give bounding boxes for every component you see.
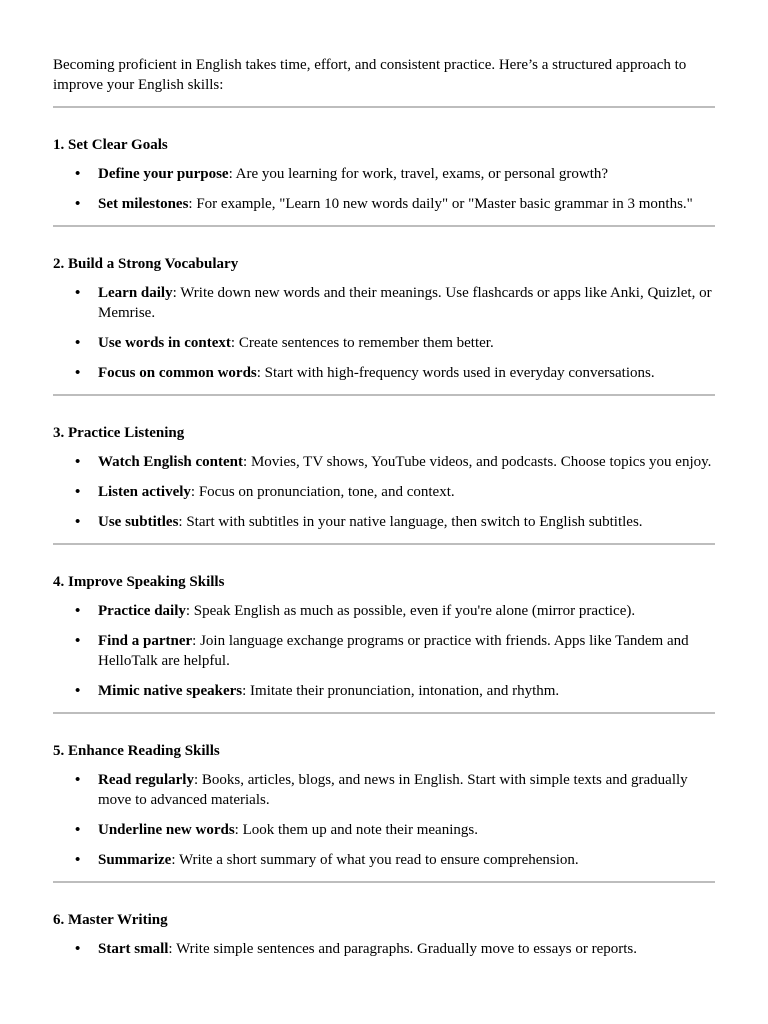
- item-text: : Movies, TV shows, YouTube videos, and podcasts. Choose topics you enjoy.: [243, 454, 712, 470]
- section-title: 4. Improve Speaking Skills: [53, 574, 225, 590]
- list-item: [53, 631, 715, 671]
- bullet-icon: •: [75, 852, 81, 868]
- bullet-list: [53, 939, 715, 959]
- list-item: [53, 164, 715, 184]
- bullet-icon: •: [75, 941, 81, 957]
- section: [53, 545, 715, 701]
- section: [53, 396, 715, 532]
- bullet-icon: •: [75, 514, 81, 530]
- item-term: Define your purpose: [98, 166, 229, 182]
- item-term: Listen actively: [98, 484, 191, 500]
- item-term: Use subtitles: [98, 514, 179, 530]
- item-term: Watch English content: [98, 454, 244, 470]
- item-text: : Speak English as much as possible, even if you're alone (mirror practice).: [185, 603, 636, 619]
- bullet-icon: •: [75, 166, 81, 182]
- bullet-icon: •: [75, 633, 81, 649]
- bullet-icon: •: [75, 822, 81, 838]
- bullet-icon: •: [75, 196, 81, 212]
- section-title: 2. Build a Strong Vocabulary: [53, 256, 239, 272]
- list-item: [53, 482, 715, 502]
- section-title: 6. Master Writing: [53, 912, 168, 928]
- item-term: Read regularly: [98, 772, 194, 788]
- bullet-list: [53, 770, 715, 870]
- section: [53, 883, 715, 959]
- section-title: 5. Enhance Reading Skills: [53, 743, 220, 759]
- item-term: Underline new words: [98, 822, 235, 838]
- list-item: [53, 770, 715, 810]
- bullet-icon: •: [75, 772, 81, 788]
- bullet-icon: •: [75, 365, 81, 381]
- item-term: Focus on common words: [98, 365, 257, 381]
- bullet-icon: •: [75, 603, 81, 619]
- item-term: Practice daily: [98, 603, 186, 619]
- bullet-list: [53, 601, 715, 701]
- list-item: [53, 601, 715, 621]
- bullet-list: [53, 283, 715, 383]
- item-text: : For example, "Learn 10 new words daily" or "Master basic grammar in 3 months.": [188, 196, 693, 212]
- item-term: Mimic native speakers: [98, 683, 243, 699]
- section-title: 1. Set Clear Goals: [53, 137, 168, 153]
- item-text: : Join language exchange programs or practice with friends. Apps like Tandem and HelloTalk are helpful.: [98, 633, 689, 669]
- item-text: : Focus on pronunciation, tone, and context.: [190, 484, 455, 500]
- item-text: : Write a short summary of what you read to ensure comprehension.: [171, 852, 579, 868]
- section: [53, 108, 715, 214]
- list-item: [53, 333, 715, 353]
- item-term: Use words in context: [98, 335, 231, 351]
- section-title: 3. Practice Listening: [53, 425, 185, 441]
- bullet-icon: •: [75, 454, 81, 470]
- list-item: [53, 850, 715, 870]
- bullet-icon: •: [75, 484, 81, 500]
- item-text: : Are you learning for work, travel, exams, or personal growth?: [228, 166, 609, 182]
- item-text: : Create sentences to remember them better.: [230, 335, 494, 351]
- item-text: : Write down new words and their meanings. Use flashcards or apps like Anki, Quizlet, or Memrise.: [98, 285, 712, 321]
- bullet-list: [53, 164, 715, 214]
- list-item: [53, 939, 715, 959]
- list-item: [53, 820, 715, 840]
- item-term: Find a partner: [98, 633, 193, 649]
- item-term: Set milestones: [98, 196, 189, 212]
- bullet-icon: •: [75, 335, 81, 351]
- item-term: Start small: [98, 941, 169, 957]
- item-term: Learn daily: [98, 285, 173, 301]
- item-text: : Look them up and note their meanings.: [234, 822, 478, 838]
- item-text: : Start with subtitles in your native language, then switch to English subtitles.: [178, 514, 643, 530]
- bullet-icon: •: [75, 683, 81, 699]
- item-term: Summarize: [98, 852, 172, 868]
- list-item: [53, 283, 715, 323]
- list-item: [53, 363, 715, 383]
- item-text: : Write simple sentences and paragraphs. Gradually move to essays or reports.: [168, 941, 637, 957]
- sections-container: [53, 106, 715, 959]
- section: [53, 227, 715, 383]
- item-text: : Start with high-frequency words used in everyday conversations.: [256, 365, 655, 381]
- list-item: [53, 512, 715, 532]
- intro-paragraph: Becoming proficient in English takes time, effort, and consistent practice. Here’s a structured approach to improve your English skills:: [53, 57, 687, 93]
- item-text: : Books, articles, blogs, and news in English. Start with simple texts and gradually move to advanced materials.: [98, 772, 688, 808]
- list-item: [53, 194, 715, 214]
- item-text: : Imitate their pronunciation, intonation, and rhythm.: [242, 683, 560, 699]
- list-item: [53, 681, 715, 701]
- list-item: [53, 452, 715, 472]
- section: [53, 714, 715, 870]
- bullet-icon: •: [75, 285, 81, 301]
- bullet-list: [53, 452, 715, 532]
